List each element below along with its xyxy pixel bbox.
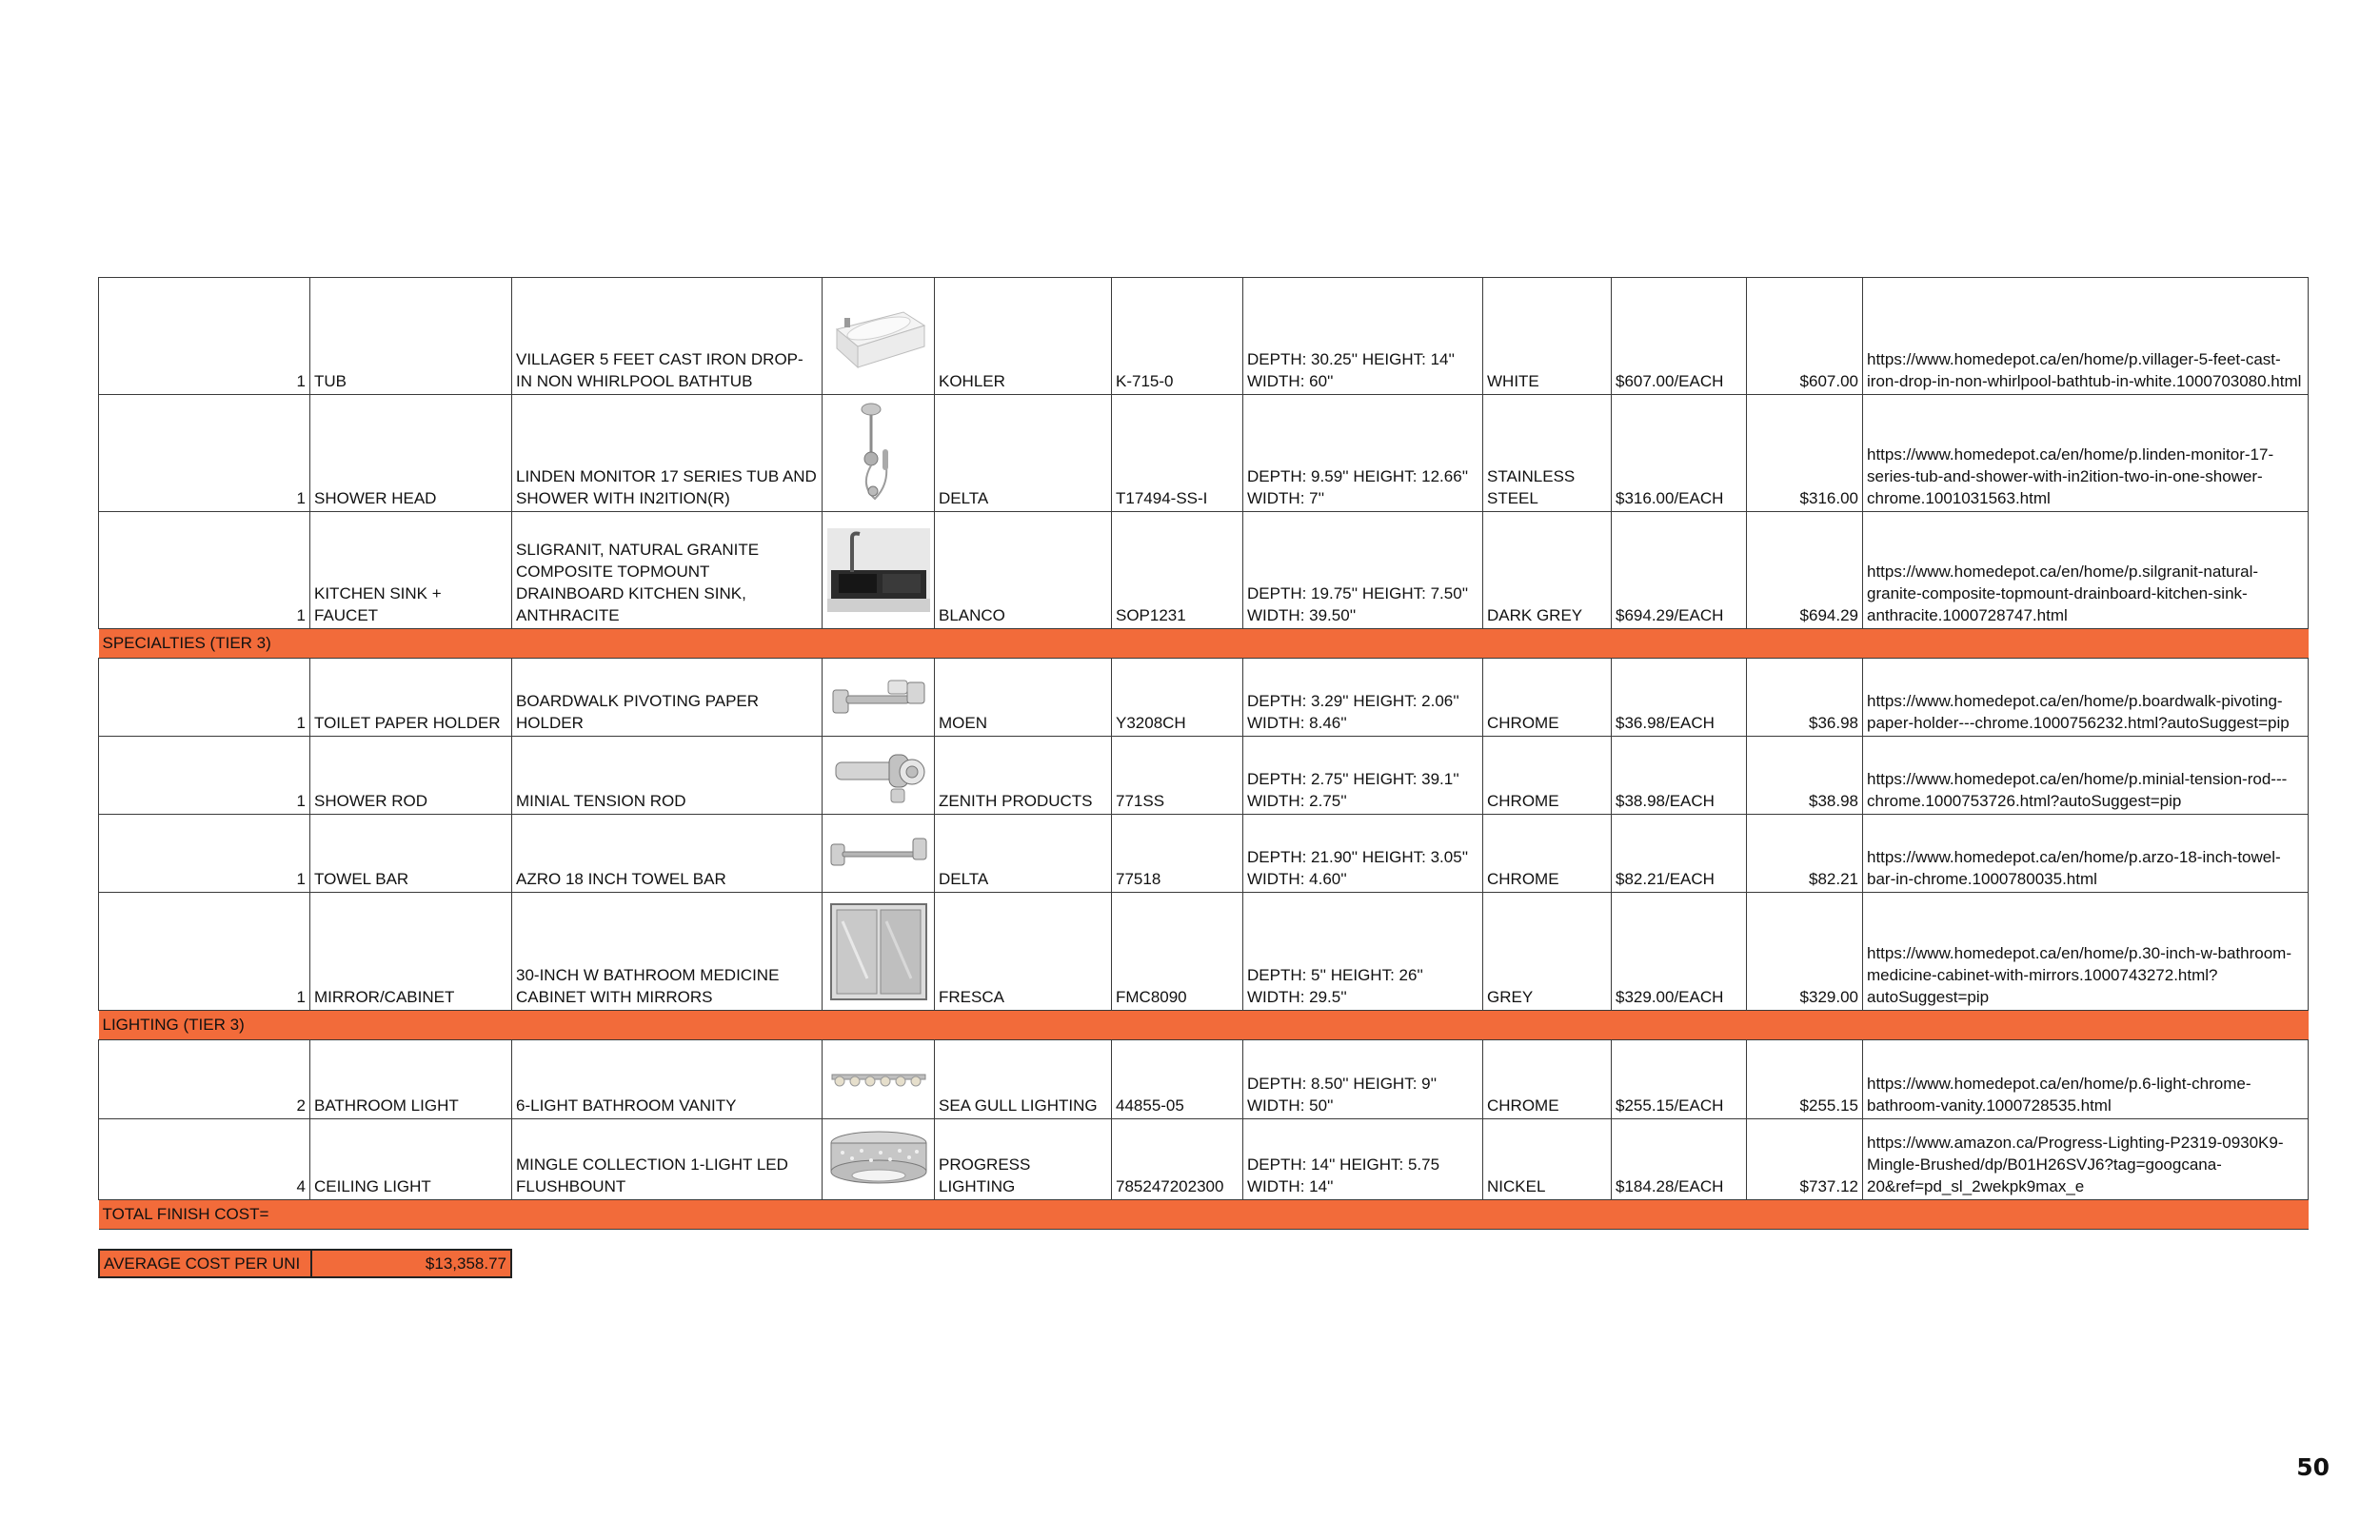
brand-cell: DELTA [935, 395, 1112, 512]
total-cell: $329.00 [1747, 893, 1863, 1011]
average-cost-summary [98, 1249, 512, 1278]
product-image [823, 737, 935, 815]
product-image [823, 659, 935, 737]
link-cell[interactable]: https://www.homedepot.ca/en/home/p.30-inch-w-bathroom-medicine-cabinet-with-mirrors.1000743272.html?autoSuggest=pip [1863, 893, 2309, 1011]
dimensions-cell: DEPTH: 9.59'' HEIGHT: 12.66'' WIDTH: 7'' [1243, 395, 1483, 512]
unit-price-cell: $36.98/EACH [1612, 659, 1747, 737]
qty-cell: 1 [99, 815, 310, 893]
link-cell[interactable]: https://www.homedepot.ca/en/home/p.villager-5-feet-cast-iron-drop-in-non-whirlpool-bathtub-in-white.1000703080.html [1863, 278, 2309, 395]
item-cell: TUB [310, 278, 512, 395]
total-cell: $694.29 [1747, 512, 1863, 629]
total-cell: $82.21 [1747, 815, 1863, 893]
finish-cell: GREY [1483, 893, 1612, 1011]
product-image [823, 1119, 935, 1200]
product-image [823, 278, 935, 395]
model-cell: FMC8090 [1112, 893, 1243, 1011]
item-cell: BATHROOM LIGHT [310, 1040, 512, 1119]
description-cell: LINDEN MONITOR 17 SERIES TUB AND SHOWER WITH IN2ITION(R) [512, 395, 823, 512]
table-row [99, 815, 2309, 893]
section-label: TOTAL FINISH COST= [99, 1200, 2309, 1230]
description-cell: MINIAL TENSION ROD [512, 737, 823, 815]
brand-cell: KOHLER [935, 278, 1112, 395]
finish-schedule-table [98, 277, 2309, 1230]
dimensions-cell: DEPTH: 3.29'' HEIGHT: 2.06'' WIDTH: 8.46'' [1243, 659, 1483, 737]
item-cell: TOWEL BAR [310, 815, 512, 893]
qty-cell: 1 [99, 893, 310, 1011]
item-cell: CEILING LIGHT [310, 1119, 512, 1200]
item-cell: KITCHEN SINK + FAUCET [310, 512, 512, 629]
brand-cell: DELTA [935, 815, 1112, 893]
table-row [99, 893, 2309, 1011]
qty-cell: 1 [99, 659, 310, 737]
item-cell: TOILET PAPER HOLDER [310, 659, 512, 737]
link-cell[interactable]: https://www.homedepot.ca/en/home/p.boardwalk-pivoting-paper-holder---chrome.1000756232.html?autoSuggest=pip [1863, 659, 2309, 737]
description-cell: SLIGRANIT, NATURAL GRANITE COMPOSITE TOPMOUNT DRAINBOARD KITCHEN SINK, ANTHRACITE [512, 512, 823, 629]
description-cell: MINGLE COLLECTION 1-LIGHT LED FLUSHBOUNT [512, 1119, 823, 1200]
description-cell: 6-LIGHT BATHROOM VANITY [512, 1040, 823, 1119]
kitchen-sink-icon [827, 528, 930, 612]
table-row [99, 395, 2309, 512]
description-cell: VILLAGER 5 FEET CAST IRON DROP-IN NON WHIRLPOOL BATHTUB [512, 278, 823, 395]
model-cell: 77518 [1112, 815, 1243, 893]
total-cell: $255.15 [1747, 1040, 1863, 1119]
unit-price-cell: $694.29/EACH [1612, 512, 1747, 629]
shower-head-icon [850, 400, 907, 506]
brand-cell: SEA GULL LIGHTING [935, 1040, 1112, 1119]
description-cell: BOARDWALK PIVOTING PAPER HOLDER [512, 659, 823, 737]
link-cell[interactable]: https://www.homedepot.ca/en/home/p.6-light-chrome-bathroom-vanity.1000728535.html [1863, 1040, 2309, 1119]
unit-price-cell: $607.00/EACH [1612, 278, 1747, 395]
section-total-finish-cost [99, 1200, 2309, 1230]
model-cell: 785247202300 [1112, 1119, 1243, 1200]
bathtub-icon [829, 293, 928, 379]
dimensions-cell: DEPTH: 19.75'' HEIGHT: 7.50'' WIDTH: 39.50'' [1243, 512, 1483, 629]
model-cell: K-715-0 [1112, 278, 1243, 395]
dimensions-cell: DEPTH: 8.50'' HEIGHT: 9'' WIDTH: 50'' [1243, 1040, 1483, 1119]
total-cell: $607.00 [1747, 278, 1863, 395]
product-image [823, 1040, 935, 1119]
product-image [823, 395, 935, 512]
item-cell: SHOWER ROD [310, 737, 512, 815]
table-row [99, 512, 2309, 629]
page-number: 50 [2296, 1453, 2330, 1481]
brand-cell: BLANCO [935, 512, 1112, 629]
total-cell: $737.12 [1747, 1119, 1863, 1200]
product-image [823, 512, 935, 629]
qty-cell: 4 [99, 1119, 310, 1200]
section-label: LIGHTING (TIER 3) [99, 1011, 2309, 1040]
finish-cell: WHITE [1483, 278, 1612, 395]
model-cell: 771SS [1112, 737, 1243, 815]
unit-price-cell: $82.21/EACH [1612, 815, 1747, 893]
qty-cell: 1 [99, 737, 310, 815]
finish-cell: STAINLESS STEEL [1483, 395, 1612, 512]
brand-cell: FRESCA [935, 893, 1112, 1011]
model-cell: SOP1231 [1112, 512, 1243, 629]
section-header-lighting [99, 1011, 2309, 1040]
dimensions-cell: DEPTH: 21.90'' HEIGHT: 3.05'' WIDTH: 4.60'' [1243, 815, 1483, 893]
total-cell: $38.98 [1747, 737, 1863, 815]
qty-cell: 1 [99, 512, 310, 629]
table-row [99, 659, 2309, 737]
finish-cell: CHROME [1483, 737, 1612, 815]
description-cell: AZRO 18 INCH TOWEL BAR [512, 815, 823, 893]
dimensions-cell: DEPTH: 30.25'' HEIGHT: 14'' WIDTH: 60'' [1243, 278, 1483, 395]
average-cost-value: $13,358.77 [311, 1250, 511, 1277]
finish-cell: CHROME [1483, 1040, 1612, 1119]
total-cell: $316.00 [1747, 395, 1863, 512]
towel-bar-icon [827, 835, 930, 873]
brand-cell: ZENITH PRODUCTS [935, 737, 1112, 815]
model-cell: 44855-05 [1112, 1040, 1243, 1119]
dimensions-cell: DEPTH: 5'' HEIGHT: 26'' WIDTH: 29.5'' [1243, 893, 1483, 1011]
unit-price-cell: $255.15/EACH [1612, 1040, 1747, 1119]
finish-cell: NICKEL [1483, 1119, 1612, 1200]
product-image [823, 893, 935, 1011]
link-cell[interactable]: https://www.homedepot.ca/en/home/p.minial-tension-rod---chrome.1000753726.html?autoSuggest=pip [1863, 737, 2309, 815]
finish-cell: CHROME [1483, 815, 1612, 893]
table-row [99, 737, 2309, 815]
dimensions-cell: DEPTH: 2.75'' HEIGHT: 39.1'' WIDTH: 2.75'' [1243, 737, 1483, 815]
finish-cell: CHROME [1483, 659, 1612, 737]
description-cell: 30-INCH W BATHROOM MEDICINE CABINET WITH MIRRORS [512, 893, 823, 1011]
paper-holder-icon [829, 673, 928, 722]
brand-cell: PROGRESS LIGHTING [935, 1119, 1112, 1200]
model-cell: T17494-SS-I [1112, 395, 1243, 512]
table-row [99, 1119, 2309, 1200]
item-cell: MIRROR/CABINET [310, 893, 512, 1011]
dimensions-cell: DEPTH: 14'' HEIGHT: 5.75 WIDTH: 14'' [1243, 1119, 1483, 1200]
section-header-specialties [99, 629, 2309, 659]
link-cell[interactable]: https://www.amazon.ca/Progress-Lighting-P2319-0930K9-Mingle-Brushed/dp/B01H26SVJ6?tag=googcana-20&ref=pd_sl_2wekpk9max_e [1863, 1119, 2309, 1200]
brand-cell: MOEN [935, 659, 1112, 737]
table-row [99, 1040, 2309, 1119]
total-cell: $36.98 [1747, 659, 1863, 737]
unit-price-cell: $316.00/EACH [1612, 395, 1747, 512]
table-row [99, 278, 2309, 395]
unit-price-cell: $184.28/EACH [1612, 1119, 1747, 1200]
link-cell[interactable]: https://www.homedepot.ca/en/home/p.linden-monitor-17-series-tub-and-shower-with-in2ition-two-in-one-shower-chrome.1001031563.html [1863, 395, 2309, 512]
average-cost-label: AVERAGE COST PER UNI [99, 1250, 311, 1277]
model-cell: Y3208CH [1112, 659, 1243, 737]
qty-cell: 2 [99, 1040, 310, 1119]
link-cell[interactable]: https://www.homedepot.ca/en/home/p.silgranit-natural-granite-composite-topmount-drainboard-kitchen-sink-anthracite.1000728747.html [1863, 512, 2309, 629]
unit-price-cell: $38.98/EACH [1612, 737, 1747, 815]
qty-cell: 1 [99, 278, 310, 395]
product-image [823, 815, 935, 893]
link-cell[interactable]: https://www.homedepot.ca/en/home/p.arzo-18-inch-towel-bar-in-chrome.1000780035.html [1863, 815, 2309, 893]
vanity-light-icon [828, 1065, 929, 1094]
item-cell: SHOWER HEAD [310, 395, 512, 512]
mirror-cabinet-icon [829, 902, 928, 1001]
qty-cell: 1 [99, 395, 310, 512]
finish-cell: DARK GREY [1483, 512, 1612, 629]
section-label: SPECIALTIES (TIER 3) [99, 629, 2309, 659]
shower-rod-icon [832, 741, 925, 810]
ceiling-light-icon [827, 1128, 930, 1191]
unit-price-cell: $329.00/EACH [1612, 893, 1747, 1011]
